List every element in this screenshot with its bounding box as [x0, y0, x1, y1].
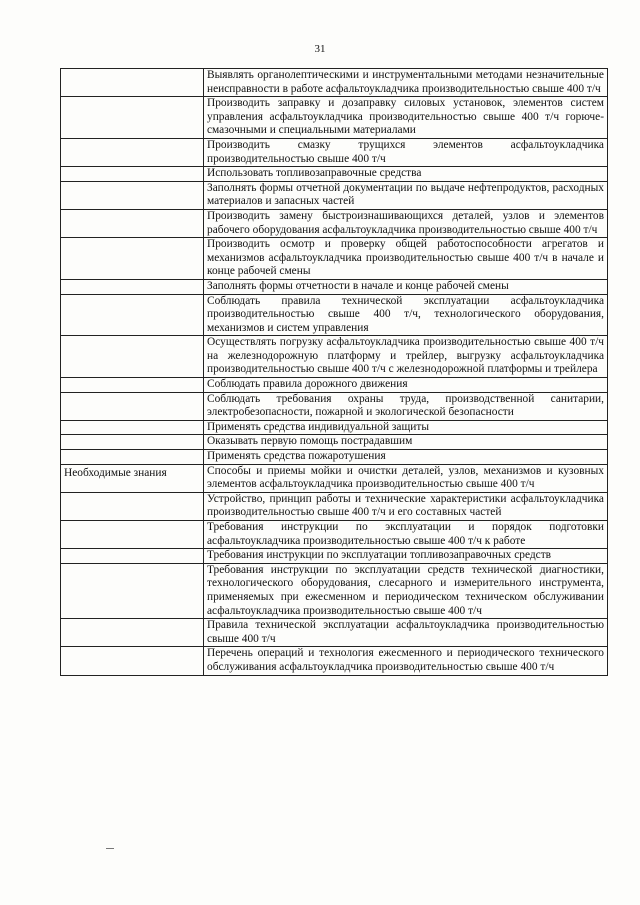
table-row: [61, 294, 608, 336]
section-label-cell: [61, 392, 204, 420]
requirement-cell: Способы и приемы мойки и очистки деталей, узлов, механизмов и кузовных элементов асфальтоукладчика производительностью свыше 400 т/ч: [204, 464, 608, 492]
requirement-cell: Производить смазку трущихся элементов асфальтоукладчика производительностью свыше 400 т/ч: [204, 138, 608, 166]
requirement-cell: Требования инструкции по эксплуатации топливозаправочных средств: [204, 549, 608, 564]
requirement-cell: Перечень операций и технология ежесменного и периодического технического обслуживания асфальтоукладчика производительностью свыше 400 т/ч: [204, 647, 608, 675]
section-label-cell: Необходимые знания: [61, 464, 204, 492]
section-label-cell: [61, 435, 204, 450]
table-row: [61, 209, 608, 237]
requirement-cell: Использовать топливозаправочные средства: [204, 167, 608, 182]
table-row: [61, 97, 608, 139]
section-label-cell: [61, 69, 204, 97]
table-row: [61, 492, 608, 520]
requirement-cell: Производить осмотр и проверку общей работоспособности агрегатов и механизмов асфальтоукладчика производительностью свыше 400 т/ч в начале и конце рабочей смены: [204, 238, 608, 280]
requirement-cell: Требования инструкции по эксплуатации средств технической диагностики, технологического оборудования, слесарного и измерительного инструмента, применяемых при ежесменном и периодическом техническом обслуживании асфальтоукладчика производительностью свыше 400 т/ч: [204, 563, 608, 618]
section-label-cell: [61, 549, 204, 564]
section-label-cell: [61, 294, 204, 336]
requirement-cell: Производить замену быстроизнашивающихся деталей, узлов и элементов рабочего оборудования асфальтоукладчика производительностью свыше 400 т/ч: [204, 209, 608, 237]
requirement-cell: Производить заправку и дозаправку силовых установок, элементов систем управления асфальтоукладчика производительностью свыше 400 т/ч горюче-смазочными и специальными материалами: [204, 97, 608, 139]
section-label-cell: [61, 420, 204, 435]
table-row: [61, 336, 608, 378]
section-label-cell: [61, 563, 204, 618]
section-label-cell: [61, 521, 204, 549]
requirement-cell: Соблюдать правила технической эксплуатации асфальтоукладчика производительностью свыше 400 т/ч, технологического оборудования, механизмов и систем управления: [204, 294, 608, 336]
table-row: [61, 181, 608, 209]
section-label-cell: [61, 97, 204, 139]
table-row: [61, 464, 608, 492]
table-row: [61, 450, 608, 465]
table-body: [61, 69, 608, 676]
section-label-cell: [61, 336, 204, 378]
table-row: [61, 619, 608, 647]
section-label-cell: [61, 138, 204, 166]
section-label-cell: [61, 619, 204, 647]
table-row: [61, 647, 608, 675]
section-label-cell: [61, 167, 204, 182]
requirement-cell: Заполнять формы отчетности в начале и конце рабочей смены: [204, 279, 608, 294]
section-label-cell: [61, 209, 204, 237]
page-number: 31: [314, 43, 326, 55]
requirement-cell: Требования инструкции по эксплуатации и порядок подготовки асфальтоукладчика производительностью свыше 400 т/ч к работе: [204, 521, 608, 549]
requirement-cell: Соблюдать требования охраны труда, производственной санитарии, электробезопасности, пожарной и экологической безопасности: [204, 392, 608, 420]
requirement-cell: Применять средства индивидуальной защиты: [204, 420, 608, 435]
requirement-cell: Применять средства пожаротушения: [204, 450, 608, 465]
table-row: [61, 392, 608, 420]
requirement-cell: Выявлять органолептическими и инструментальными методами незначительные неисправности в работе асфальтоукладчика производительностью свыше 400 т/ч: [204, 69, 608, 97]
table-row: [61, 69, 608, 97]
section-label-cell: [61, 492, 204, 520]
requirement-cell: Правила технической эксплуатации асфальтоукладчика производительностью свыше 400 т/ч: [204, 619, 608, 647]
table-row: [61, 521, 608, 549]
requirements-table: [60, 68, 608, 676]
table-row: [61, 420, 608, 435]
section-label-cell: [61, 181, 204, 209]
requirement-cell: Оказывать первую помощь пострадавшим: [204, 435, 608, 450]
table-row: [61, 279, 608, 294]
table-row: [61, 563, 608, 618]
table-row: [61, 167, 608, 182]
table-row: [61, 549, 608, 564]
requirement-cell: Соблюдать правила дорожного движения: [204, 378, 608, 393]
requirement-cell: Устройство, принцип работы и технические характеристики асфальтоукладчика производительностью свыше 400 т/ч и его составных частей: [204, 492, 608, 520]
section-label-cell: [61, 647, 204, 675]
scan-mark: [106, 848, 114, 849]
table-row: [61, 138, 608, 166]
section-label-cell: [61, 238, 204, 280]
table-row: [61, 238, 608, 280]
section-label-cell: [61, 450, 204, 465]
requirement-cell: Осуществлять погрузку асфальтоукладчика производительностью свыше 400 т/ч на железнодорожную платформу и трейлер, выгрузку асфальтоукладчика производительностью свыше 400 т/ч с железнодорожной платформы и трейлера: [204, 336, 608, 378]
section-label-cell: [61, 279, 204, 294]
table-row: [61, 378, 608, 393]
requirement-cell: Заполнять формы отчетной документации по выдаче нефтепродуктов, расходных материалов и запасных частей: [204, 181, 608, 209]
section-label-cell: [61, 378, 204, 393]
table-row: [61, 435, 608, 450]
